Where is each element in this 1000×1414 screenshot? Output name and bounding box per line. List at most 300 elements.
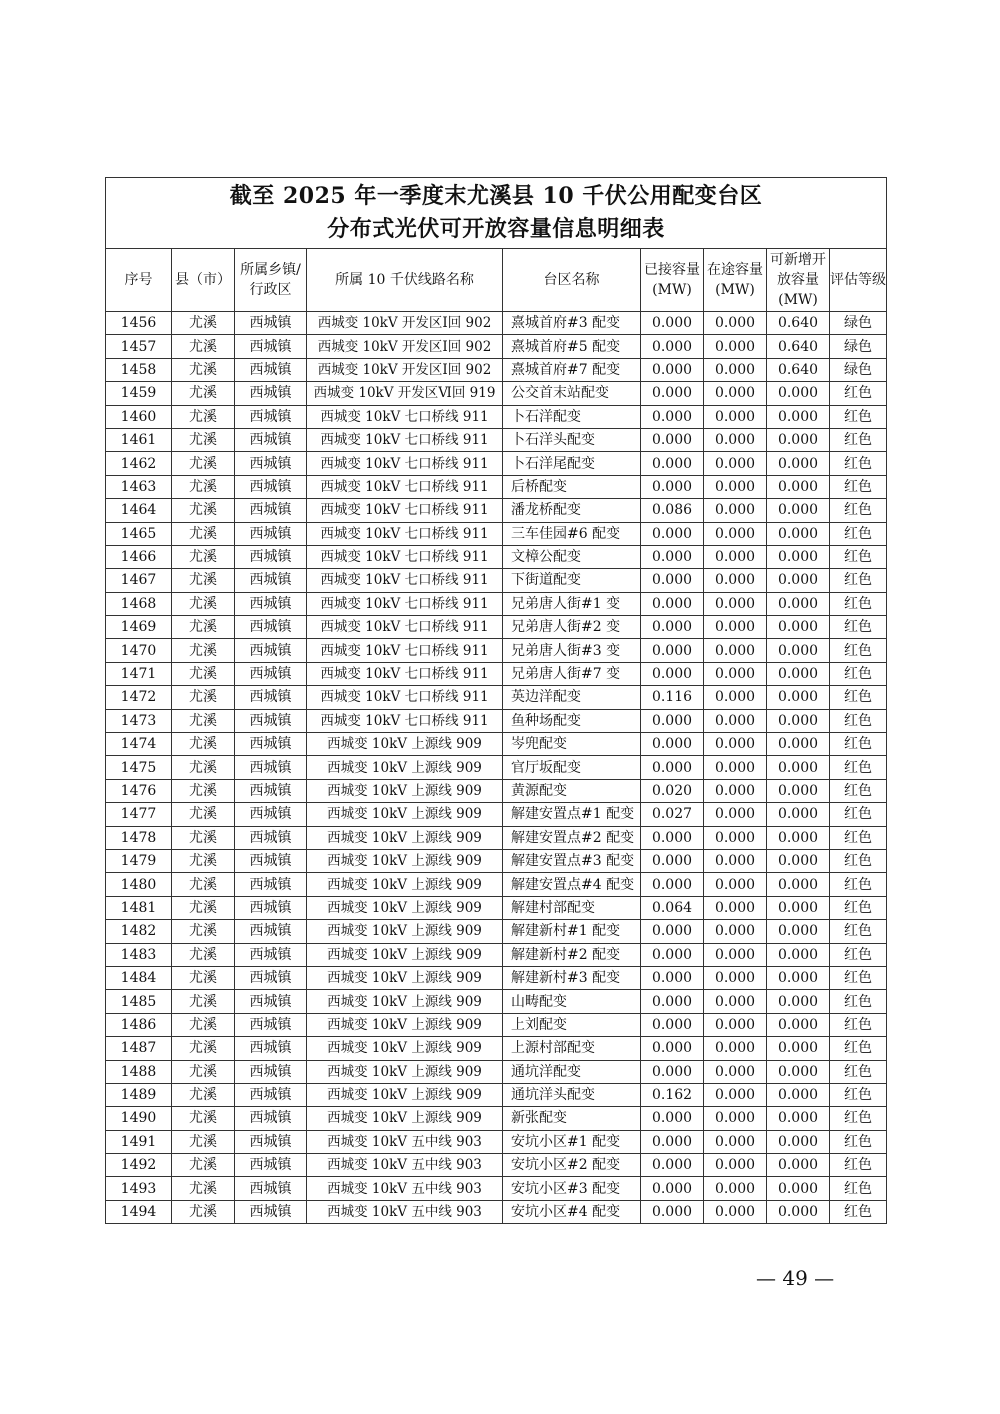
row-town: 西城镇 (235, 475, 307, 498)
row-county: 尤溪 (172, 1177, 235, 1200)
row-connected-capacity: 0.000 (641, 569, 704, 592)
row-connected-capacity: 0.000 (641, 1107, 704, 1130)
row-line-name: 西城变 10kV 上源线 909 (307, 920, 503, 943)
row-index: 1482 (106, 920, 172, 943)
row-county: 尤溪 (172, 826, 235, 849)
row-index: 1488 (106, 1060, 172, 1083)
table-row (106, 475, 887, 498)
row-town: 西城镇 (235, 779, 307, 802)
header-index: 序号 (106, 249, 172, 312)
title-line-2: 分布式光伏可开放容量信息明细表 (327, 216, 665, 242)
row-connected-capacity: 0.000 (641, 662, 704, 685)
row-town: 西城镇 (235, 452, 307, 475)
row-line-name: 西城变 10kV 上源线 909 (307, 1107, 503, 1130)
row-available-capacity: 0.000 (767, 662, 830, 685)
row-connected-capacity: 0.000 (641, 639, 704, 662)
row-area-name: 解建安置点#3 配变 (503, 849, 641, 872)
row-county: 尤溪 (172, 1107, 235, 1130)
row-connected-capacity: 0.000 (641, 1130, 704, 1153)
row-line-name: 西城变 10kV 七口桥线 911 (307, 405, 503, 428)
row-rating: 红色 (830, 990, 887, 1013)
row-available-capacity: 0.000 (767, 966, 830, 989)
row-county: 尤溪 (172, 896, 235, 919)
row-index: 1456 (106, 312, 172, 335)
row-available-capacity: 0.000 (767, 475, 830, 498)
row-county: 尤溪 (172, 756, 235, 779)
row-area-name: 三车佳园#6 配变 (503, 522, 641, 545)
row-line-name: 西城变 10kV 七口桥线 911 (307, 499, 503, 522)
row-available-capacity: 0.000 (767, 709, 830, 732)
row-connected-capacity: 0.000 (641, 545, 704, 568)
row-line-name: 西城变 10kV 五中线 903 (307, 1200, 503, 1223)
row-pending-capacity: 0.000 (704, 428, 767, 451)
row-connected-capacity: 0.000 (641, 405, 704, 428)
row-line-name: 西城变 10kV 七口桥线 911 (307, 639, 503, 662)
row-area-name: 安坑小区#2 配变 (503, 1154, 641, 1177)
row-county: 尤溪 (172, 358, 235, 381)
table-row (106, 499, 887, 522)
row-connected-capacity: 0.000 (641, 452, 704, 475)
row-area-name: 兄弟唐人街#3 变 (503, 639, 641, 662)
row-area-name: 解建村部配变 (503, 896, 641, 919)
row-town: 西城镇 (235, 1083, 307, 1106)
row-line-name: 西城变 10kV 开发区Ⅰ回 902 (307, 358, 503, 381)
row-available-capacity: 0.000 (767, 756, 830, 779)
row-pending-capacity: 0.000 (704, 1013, 767, 1036)
row-rating: 绿色 (830, 335, 887, 358)
row-available-capacity: 0.000 (767, 639, 830, 662)
row-rating: 红色 (830, 1107, 887, 1130)
table-row (106, 452, 887, 475)
row-area-name: 兄弟唐人街#2 变 (503, 616, 641, 639)
row-rating: 红色 (830, 545, 887, 568)
row-line-name: 西城变 10kV 上源线 909 (307, 779, 503, 802)
row-available-capacity: 0.000 (767, 1037, 830, 1060)
document-title (106, 178, 887, 249)
row-pending-capacity: 0.000 (704, 873, 767, 896)
table-row (106, 943, 887, 966)
header-rating: 评估等级 (830, 249, 887, 312)
row-rating: 红色 (830, 1130, 887, 1153)
table-body (106, 312, 887, 1224)
row-county: 尤溪 (172, 686, 235, 709)
table-row (106, 896, 887, 919)
table-row (106, 428, 887, 451)
row-index: 1493 (106, 1177, 172, 1200)
row-pending-capacity: 0.000 (704, 826, 767, 849)
table-header-row (106, 249, 887, 312)
table-row (106, 1130, 887, 1153)
table-row (106, 1013, 887, 1036)
row-rating: 红色 (830, 779, 887, 802)
row-index: 1475 (106, 756, 172, 779)
row-line-name: 西城变 10kV 五中线 903 (307, 1177, 503, 1200)
row-index: 1473 (106, 709, 172, 732)
row-rating: 红色 (830, 1013, 887, 1036)
row-town: 西城镇 (235, 545, 307, 568)
row-area-name: 通坑洋头配变 (503, 1083, 641, 1106)
row-pending-capacity: 0.000 (704, 686, 767, 709)
row-connected-capacity: 0.000 (641, 1060, 704, 1083)
row-rating: 红色 (830, 943, 887, 966)
row-county: 尤溪 (172, 499, 235, 522)
row-area-name: 卜石洋配变 (503, 405, 641, 428)
row-rating: 红色 (830, 499, 887, 522)
row-line-name: 西城变 10kV 上源线 909 (307, 943, 503, 966)
row-index: 1494 (106, 1200, 172, 1223)
row-county: 尤溪 (172, 616, 235, 639)
row-rating: 红色 (830, 966, 887, 989)
row-available-capacity: 0.000 (767, 896, 830, 919)
row-connected-capacity: 0.000 (641, 428, 704, 451)
row-pending-capacity: 0.000 (704, 1083, 767, 1106)
row-area-name: 熹城首府#3 配变 (503, 312, 641, 335)
row-rating: 红色 (830, 733, 887, 756)
row-line-name: 西城变 10kV 五中线 903 (307, 1154, 503, 1177)
row-rating: 绿色 (830, 358, 887, 381)
row-available-capacity: 0.000 (767, 943, 830, 966)
row-line-name: 西城变 10kV 上源线 909 (307, 1037, 503, 1060)
row-town: 西城镇 (235, 499, 307, 522)
header-line-name: 所属 10 千伏线路名称 (307, 249, 503, 312)
row-available-capacity: 0.000 (767, 569, 830, 592)
row-town: 西城镇 (235, 569, 307, 592)
row-town: 西城镇 (235, 873, 307, 896)
table-row (106, 966, 887, 989)
row-rating: 红色 (830, 1200, 887, 1223)
row-rating: 红色 (830, 686, 887, 709)
row-connected-capacity: 0.116 (641, 686, 704, 709)
row-area-name: 安坑小区#4 配变 (503, 1200, 641, 1223)
row-area-name: 熹城首府#5 配变 (503, 335, 641, 358)
row-town: 西城镇 (235, 756, 307, 779)
row-rating: 红色 (830, 382, 887, 405)
row-rating: 红色 (830, 803, 887, 826)
row-available-capacity: 0.000 (767, 499, 830, 522)
row-connected-capacity: 0.000 (641, 522, 704, 545)
row-county: 尤溪 (172, 1130, 235, 1153)
row-area-name: 解建安置点#1 配变 (503, 803, 641, 826)
row-available-capacity: 0.000 (767, 1013, 830, 1036)
table-row (106, 733, 887, 756)
row-rating: 红色 (830, 849, 887, 872)
row-pending-capacity: 0.000 (704, 335, 767, 358)
row-county: 尤溪 (172, 545, 235, 568)
row-index: 1464 (106, 499, 172, 522)
row-index: 1478 (106, 826, 172, 849)
row-county: 尤溪 (172, 1013, 235, 1036)
table-row (106, 1083, 887, 1106)
row-line-name: 西城变 10kV 上源线 909 (307, 873, 503, 896)
row-county: 尤溪 (172, 312, 235, 335)
row-connected-capacity: 0.000 (641, 1013, 704, 1036)
row-index: 1492 (106, 1154, 172, 1177)
row-line-name: 西城变 10kV 七口桥线 911 (307, 592, 503, 615)
row-pending-capacity: 0.000 (704, 662, 767, 685)
table-row (106, 779, 887, 802)
row-pending-capacity: 0.000 (704, 1200, 767, 1223)
row-town: 西城镇 (235, 1130, 307, 1153)
row-available-capacity: 0.000 (767, 1060, 830, 1083)
row-line-name: 西城变 10kV 五中线 903 (307, 1130, 503, 1153)
row-connected-capacity: 0.000 (641, 943, 704, 966)
row-connected-capacity: 0.064 (641, 896, 704, 919)
row-connected-capacity: 0.000 (641, 733, 704, 756)
row-rating: 红色 (830, 1060, 887, 1083)
table-row (106, 709, 887, 732)
row-rating: 红色 (830, 475, 887, 498)
row-pending-capacity: 0.000 (704, 1037, 767, 1060)
row-connected-capacity: 0.000 (641, 1177, 704, 1200)
header-town: 所属乡镇/行政区 (235, 249, 307, 312)
table-row (106, 312, 887, 335)
row-pending-capacity: 0.000 (704, 943, 767, 966)
table-row (106, 686, 887, 709)
header-pending-capacity: 在途容量(MW) (704, 249, 767, 312)
row-line-name: 西城变 10kV 上源线 909 (307, 990, 503, 1013)
row-line-name: 西城变 10kV 上源线 909 (307, 966, 503, 989)
row-pending-capacity: 0.000 (704, 592, 767, 615)
row-county: 尤溪 (172, 990, 235, 1013)
row-index: 1466 (106, 545, 172, 568)
row-area-name: 官厅坂配变 (503, 756, 641, 779)
row-connected-capacity: 0.000 (641, 616, 704, 639)
table-row (106, 522, 887, 545)
row-pending-capacity: 0.000 (704, 382, 767, 405)
row-county: 尤溪 (172, 382, 235, 405)
row-pending-capacity: 0.000 (704, 569, 767, 592)
row-available-capacity: 0.000 (767, 616, 830, 639)
row-town: 西城镇 (235, 405, 307, 428)
row-rating: 红色 (830, 428, 887, 451)
row-pending-capacity: 0.000 (704, 475, 767, 498)
row-rating: 红色 (830, 592, 887, 615)
header-available-capacity: 可新增开放容量(MW) (767, 249, 830, 312)
row-area-name: 英边洋配变 (503, 686, 641, 709)
row-county: 尤溪 (172, 1060, 235, 1083)
row-rating: 红色 (830, 569, 887, 592)
row-connected-capacity: 0.000 (641, 966, 704, 989)
row-available-capacity: 0.000 (767, 1083, 830, 1106)
row-index: 1470 (106, 639, 172, 662)
row-area-name: 解建安置点#2 配变 (503, 826, 641, 849)
row-pending-capacity: 0.000 (704, 849, 767, 872)
row-area-name: 下街道配变 (503, 569, 641, 592)
row-town: 西城镇 (235, 428, 307, 451)
row-connected-capacity: 0.000 (641, 312, 704, 335)
row-county: 尤溪 (172, 873, 235, 896)
row-line-name: 西城变 10kV 上源线 909 (307, 756, 503, 779)
row-index: 1476 (106, 779, 172, 802)
row-line-name: 西城变 10kV 七口桥线 911 (307, 709, 503, 732)
row-county: 尤溪 (172, 966, 235, 989)
row-line-name: 西城变 10kV 七口桥线 911 (307, 616, 503, 639)
row-area-name: 上刘配变 (503, 1013, 641, 1036)
row-connected-capacity: 0.000 (641, 873, 704, 896)
row-index: 1462 (106, 452, 172, 475)
header-county: 县（市） (172, 249, 235, 312)
row-index: 1489 (106, 1083, 172, 1106)
table-row (106, 849, 887, 872)
row-county: 尤溪 (172, 592, 235, 615)
row-index: 1491 (106, 1130, 172, 1153)
row-pending-capacity: 0.000 (704, 1154, 767, 1177)
row-available-capacity: 0.000 (767, 1200, 830, 1223)
row-pending-capacity: 0.000 (704, 709, 767, 732)
row-area-name: 安坑小区#1 配变 (503, 1130, 641, 1153)
row-town: 西城镇 (235, 639, 307, 662)
row-rating: 红色 (830, 452, 887, 475)
row-index: 1483 (106, 943, 172, 966)
row-rating: 红色 (830, 522, 887, 545)
row-area-name: 后桥配变 (503, 475, 641, 498)
row-town: 西城镇 (235, 616, 307, 639)
row-line-name: 西城变 10kV 七口桥线 911 (307, 452, 503, 475)
row-index: 1474 (106, 733, 172, 756)
row-pending-capacity: 0.000 (704, 1060, 767, 1083)
row-town: 西城镇 (235, 335, 307, 358)
row-pending-capacity: 0.000 (704, 452, 767, 475)
row-pending-capacity: 0.000 (704, 639, 767, 662)
row-town: 西城镇 (235, 522, 307, 545)
row-area-name: 通坑洋配变 (503, 1060, 641, 1083)
row-area-name: 兄弟唐人街#7 变 (503, 662, 641, 685)
row-town: 西城镇 (235, 662, 307, 685)
table-row (106, 358, 887, 381)
row-town: 西城镇 (235, 1107, 307, 1130)
row-index: 1469 (106, 616, 172, 639)
row-connected-capacity: 0.027 (641, 803, 704, 826)
row-available-capacity: 0.000 (767, 1154, 830, 1177)
table-row (106, 826, 887, 849)
row-county: 尤溪 (172, 662, 235, 685)
table-row (106, 803, 887, 826)
row-town: 西城镇 (235, 312, 307, 335)
row-area-name: 卜石洋尾配变 (503, 452, 641, 475)
row-connected-capacity: 0.000 (641, 709, 704, 732)
row-line-name: 西城变 10kV 开发区Ⅵ回 919 (307, 382, 503, 405)
row-available-capacity: 0.000 (767, 592, 830, 615)
row-pending-capacity: 0.000 (704, 779, 767, 802)
row-pending-capacity: 0.000 (704, 1130, 767, 1153)
row-town: 西城镇 (235, 990, 307, 1013)
row-connected-capacity: 0.000 (641, 990, 704, 1013)
row-available-capacity: 0.000 (767, 873, 830, 896)
row-area-name: 解建安置点#4 配变 (503, 873, 641, 896)
row-connected-capacity: 0.000 (641, 335, 704, 358)
table-row (106, 335, 887, 358)
header-area-name: 台区名称 (503, 249, 641, 312)
row-available-capacity: 0.000 (767, 990, 830, 1013)
page-number: — 49 — (756, 1266, 835, 1290)
row-connected-capacity: 0.000 (641, 592, 704, 615)
row-area-name: 黄源配变 (503, 779, 641, 802)
row-county: 尤溪 (172, 1083, 235, 1106)
table-row (106, 1200, 887, 1223)
row-county: 尤溪 (172, 849, 235, 872)
row-area-name: 解建新村#3 配变 (503, 966, 641, 989)
row-connected-capacity: 0.000 (641, 382, 704, 405)
row-town: 西城镇 (235, 896, 307, 919)
table-row (106, 662, 887, 685)
row-connected-capacity: 0.000 (641, 1200, 704, 1223)
row-pending-capacity: 0.000 (704, 522, 767, 545)
table-row (106, 569, 887, 592)
row-town: 西城镇 (235, 1154, 307, 1177)
row-available-capacity: 0.000 (767, 522, 830, 545)
table-row (106, 920, 887, 943)
row-line-name: 西城变 10kV 七口桥线 911 (307, 662, 503, 685)
row-index: 1472 (106, 686, 172, 709)
row-area-name: 解建新村#1 配变 (503, 920, 641, 943)
row-pending-capacity: 0.000 (704, 405, 767, 428)
row-county: 尤溪 (172, 1154, 235, 1177)
row-county: 尤溪 (172, 733, 235, 756)
row-index: 1465 (106, 522, 172, 545)
row-available-capacity: 0.000 (767, 779, 830, 802)
row-town: 西城镇 (235, 382, 307, 405)
row-line-name: 西城变 10kV 七口桥线 911 (307, 686, 503, 709)
row-line-name: 西城变 10kV 七口桥线 911 (307, 522, 503, 545)
row-index: 1467 (106, 569, 172, 592)
row-index: 1458 (106, 358, 172, 381)
row-available-capacity: 0.000 (767, 826, 830, 849)
row-pending-capacity: 0.000 (704, 1107, 767, 1130)
table-row (106, 1154, 887, 1177)
row-area-name: 公交首末站配变 (503, 382, 641, 405)
row-connected-capacity: 0.000 (641, 1154, 704, 1177)
row-town: 西城镇 (235, 592, 307, 615)
row-area-name: 鱼种场配变 (503, 709, 641, 732)
row-index: 1484 (106, 966, 172, 989)
row-available-capacity: 0.000 (767, 686, 830, 709)
row-index: 1479 (106, 849, 172, 872)
row-rating: 红色 (830, 1177, 887, 1200)
table-row (106, 1060, 887, 1083)
row-county: 尤溪 (172, 1200, 235, 1223)
row-rating: 红色 (830, 826, 887, 849)
row-area-name: 解建新村#2 配变 (503, 943, 641, 966)
table-row (106, 1177, 887, 1200)
row-connected-capacity: 0.086 (641, 499, 704, 522)
row-line-name: 西城变 10kV 七口桥线 911 (307, 545, 503, 568)
row-index: 1486 (106, 1013, 172, 1036)
row-area-name: 兄弟唐人街#1 变 (503, 592, 641, 615)
row-index: 1490 (106, 1107, 172, 1130)
table-row (106, 1107, 887, 1130)
row-area-name: 潘龙桥配变 (503, 499, 641, 522)
row-county: 尤溪 (172, 779, 235, 802)
row-town: 西城镇 (235, 1037, 307, 1060)
row-index: 1487 (106, 1037, 172, 1060)
row-available-capacity: 0.000 (767, 428, 830, 451)
row-line-name: 西城变 10kV 上源线 909 (307, 826, 503, 849)
row-area-name: 岑兜配变 (503, 733, 641, 756)
row-pending-capacity: 0.000 (704, 733, 767, 756)
row-town: 西城镇 (235, 1013, 307, 1036)
row-index: 1485 (106, 990, 172, 1013)
row-connected-capacity: 0.020 (641, 779, 704, 802)
row-town: 西城镇 (235, 686, 307, 709)
row-rating: 红色 (830, 616, 887, 639)
row-county: 尤溪 (172, 709, 235, 732)
row-available-capacity: 0.000 (767, 920, 830, 943)
row-town: 西城镇 (235, 1177, 307, 1200)
row-pending-capacity: 0.000 (704, 920, 767, 943)
row-connected-capacity: 0.000 (641, 826, 704, 849)
row-area-name: 卜石洋头配变 (503, 428, 641, 451)
row-index: 1463 (106, 475, 172, 498)
